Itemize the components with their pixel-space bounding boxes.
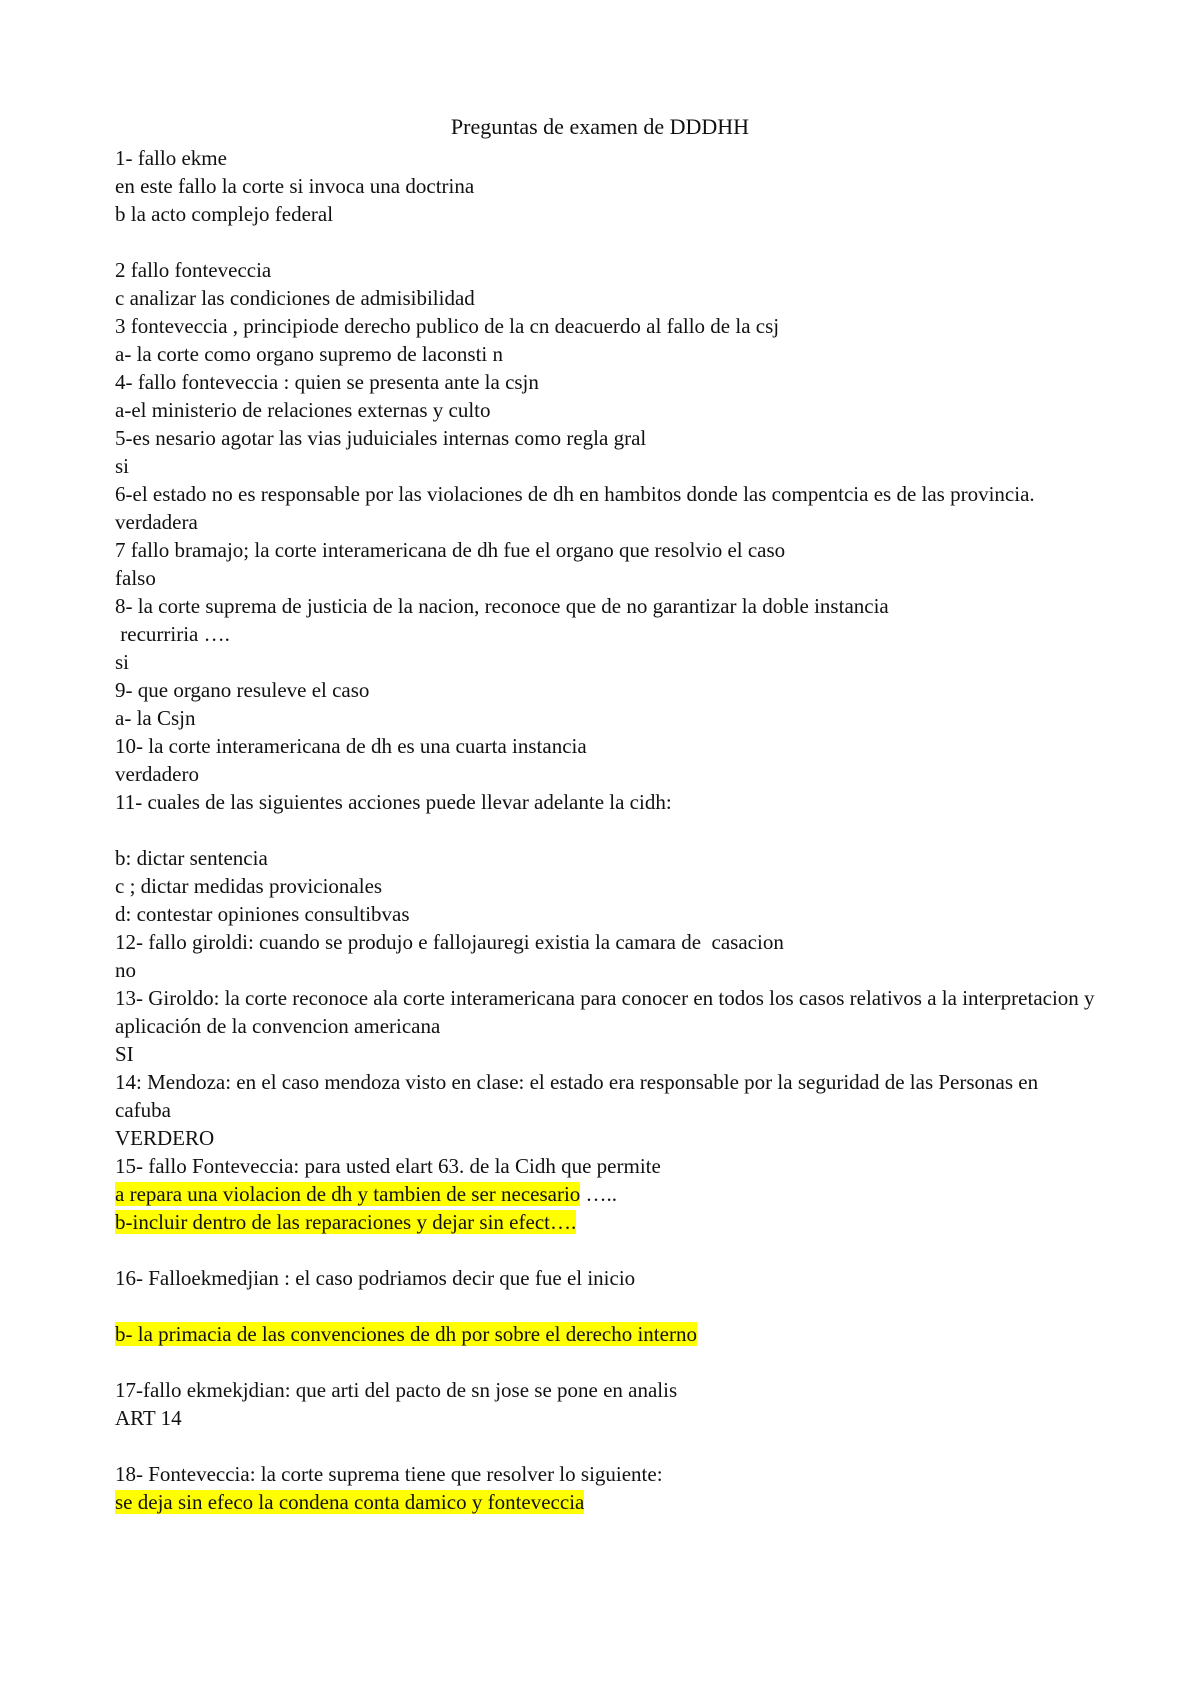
blank-line [115, 1432, 1095, 1460]
text-line: VERDERO [115, 1126, 215, 1150]
answer-ellipsis: ….. [580, 1182, 618, 1206]
blank-line [115, 1292, 1095, 1320]
highlighted-answer: b- la primacia de las convenciones de dh por sobre el derecho interno [115, 1322, 697, 1346]
blank-line [115, 1348, 1095, 1376]
text-line: 1- fallo ekme [115, 146, 227, 170]
text-line: c ; dictar medidas provicionales [115, 874, 383, 898]
blank-line [115, 1236, 1095, 1264]
text-line: 10- la corte interamericana de dh es una cuarta instancia [115, 734, 587, 758]
text-line: 8- la corte suprema de justicia de la nacion, reconoce que de no garantizar la doble instancia [115, 594, 889, 618]
text-line: verdadera [115, 510, 198, 534]
q15-answer-a [115, 1180, 1095, 1208]
text-line: 6-el estado no es responsable por las violaciones de dh en hambitos donde las compentcia es de las provincia. [115, 482, 1035, 506]
q16-answer [115, 1320, 1095, 1348]
text-line: si [115, 650, 130, 674]
text-line: SI [115, 1042, 134, 1066]
text-line: a- la Csjn [115, 706, 196, 730]
text-line: b: dictar sentencia [115, 846, 268, 870]
q15-answer-b [115, 1208, 1095, 1236]
text-line: 14: Mendoza: en el caso mendoza visto en clase: el estado era responsable por la seguridad de las Personas en cafuba [115, 1070, 1044, 1122]
text-line: 12- fallo giroldi: cuando se produjo e fallojauregi existia la camara de casacion [115, 930, 784, 954]
text-line: no [115, 958, 136, 982]
blank-line [115, 816, 1095, 844]
text-line: 4- fallo fonteveccia : quien se presenta ante la csjn [115, 370, 539, 394]
blank-line [115, 228, 1095, 256]
text-line: falso [115, 566, 156, 590]
q18-answer [115, 1488, 1095, 1516]
highlighted-answer: se deja sin efeco la condena conta damico y fonteveccia [115, 1490, 585, 1514]
text-line: si [115, 454, 130, 478]
document-title: Preguntas de examen de DDDHH [450, 114, 750, 139]
text-line: 3 fonteveccia , principiode derecho publico de la cn deacuerdo al fallo de la csj [115, 314, 780, 338]
text-line: c analizar las condiciones de admisibilidad [115, 286, 475, 310]
highlighted-answer: a repara una violacion de dh y tambien de ser necesario [115, 1182, 581, 1206]
q17-question: 17-fallo ekmekjdian: que arti del pacto de sn jose se pone en analis [115, 1378, 678, 1402]
text-line: a- la corte como organo supremo de laconsti n [115, 342, 503, 366]
text-line: b la acto complejo federal [115, 202, 334, 226]
text-line: recurriria …. [115, 622, 230, 646]
text-line: verdadero [115, 762, 199, 786]
text-line: d: contestar opiniones consultibvas [115, 902, 410, 926]
q18-question: 18- Fonteveccia: la corte suprema tiene que resolver lo siguiente: [115, 1462, 663, 1486]
text-line: 7 fallo bramajo; la corte interamericana de dh fue el organo que resolvio el caso [115, 538, 786, 562]
q17-answer: ART 14 [115, 1406, 182, 1430]
document-body [115, 144, 1100, 1516]
text-line: en este fallo la corte si invoca una doctrina [115, 174, 475, 198]
text-line: 11- cuales de las siguientes acciones puede llevar adelante la cidh: [115, 790, 672, 814]
text-line: 15- fallo Fonteveccia: para usted elart 63. de la Cidh que permite [115, 1154, 661, 1178]
highlighted-answer: b-incluir dentro de las reparaciones y dejar sin efect…. [115, 1210, 577, 1234]
text-line: 13- Giroldo: la corte reconoce ala corte interamericana para conocer en todos los casos relativos a la interpretacion y aplicación de la convencion americana [115, 986, 1100, 1038]
text-line: 9- que organo resuleve el caso [115, 678, 370, 702]
q16-question: 16- Falloekmedjian : el caso podriamos decir que fue el inicio [115, 1266, 636, 1290]
text-line: a-el ministerio de relaciones externas y culto [115, 398, 491, 422]
text-line: 5-es nesario agotar las vias juduiciales internas como regla gral [115, 426, 647, 450]
text-line: 2 fallo fonteveccia [115, 258, 272, 282]
